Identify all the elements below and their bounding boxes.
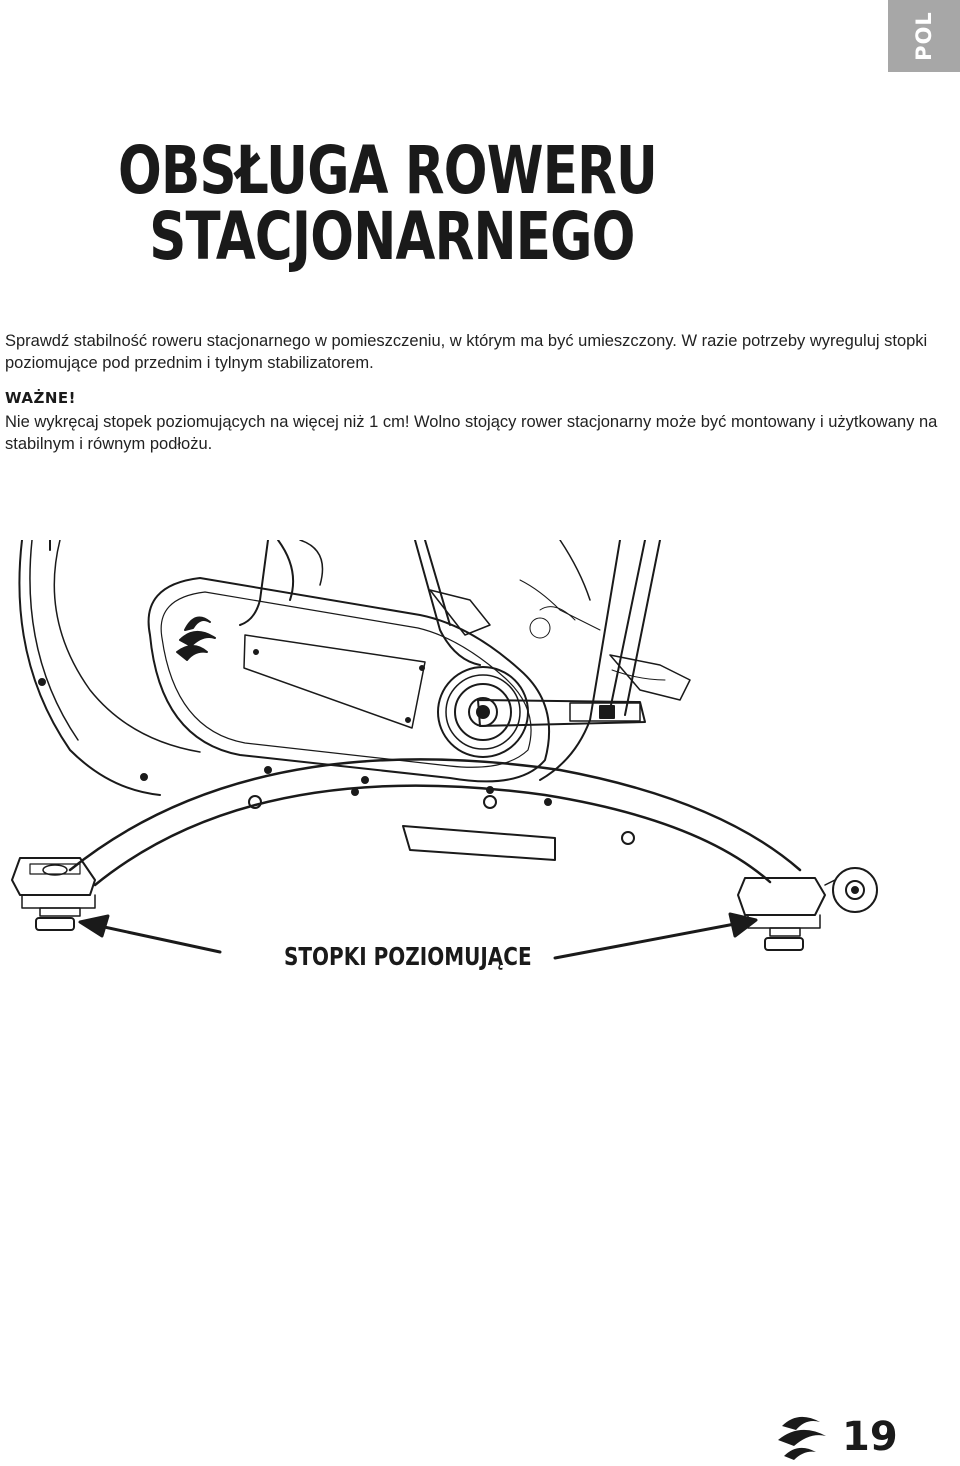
warning-text: Nie wykręcaj stopek poziomujących na więcej niż 1 cm! Wolno stojący rower stacjonarny może być montowany i użytkowany na stabilnym i równym podłożu. — [5, 413, 938, 453]
crank-spider — [438, 667, 528, 757]
language-tab — [888, 0, 960, 72]
belt-housing — [149, 578, 550, 781]
language-label: POL — [912, 11, 936, 61]
brand-logo-icon — [776, 1412, 832, 1462]
arrow-left — [80, 916, 220, 952]
flywheel-outline — [19, 540, 160, 795]
frame-tube — [240, 540, 268, 625]
crank-arm — [478, 700, 645, 726]
brand-logo-icon — [177, 618, 215, 661]
flywheel-cover — [54, 540, 200, 752]
intro-paragraph: Sprawdź stabilność roweru stacjonarnego w pomieszczeniu, w którym ma być umieszczony. W razie potrzeby wyreguluj stopki poziomujące pod przednim i tylnym stabilizatorem. — [5, 332, 928, 372]
bike-base-illustration — [0, 540, 960, 970]
pedal — [610, 655, 690, 700]
front-leveling-foot — [12, 858, 95, 930]
arrow-right — [555, 914, 756, 958]
figure-caption: STOPKI POZIOMUJĄCE — [284, 942, 532, 971]
title-line-2: STACJONARNEGO — [149, 198, 635, 275]
warning-heading: WAŻNE! — [5, 389, 76, 407]
page-title — [118, 132, 742, 275]
rear-leveling-foot — [738, 868, 877, 950]
title-line-1: OBSŁUGA ROWERU — [118, 132, 658, 209]
page-number: 19 — [842, 1414, 898, 1460]
